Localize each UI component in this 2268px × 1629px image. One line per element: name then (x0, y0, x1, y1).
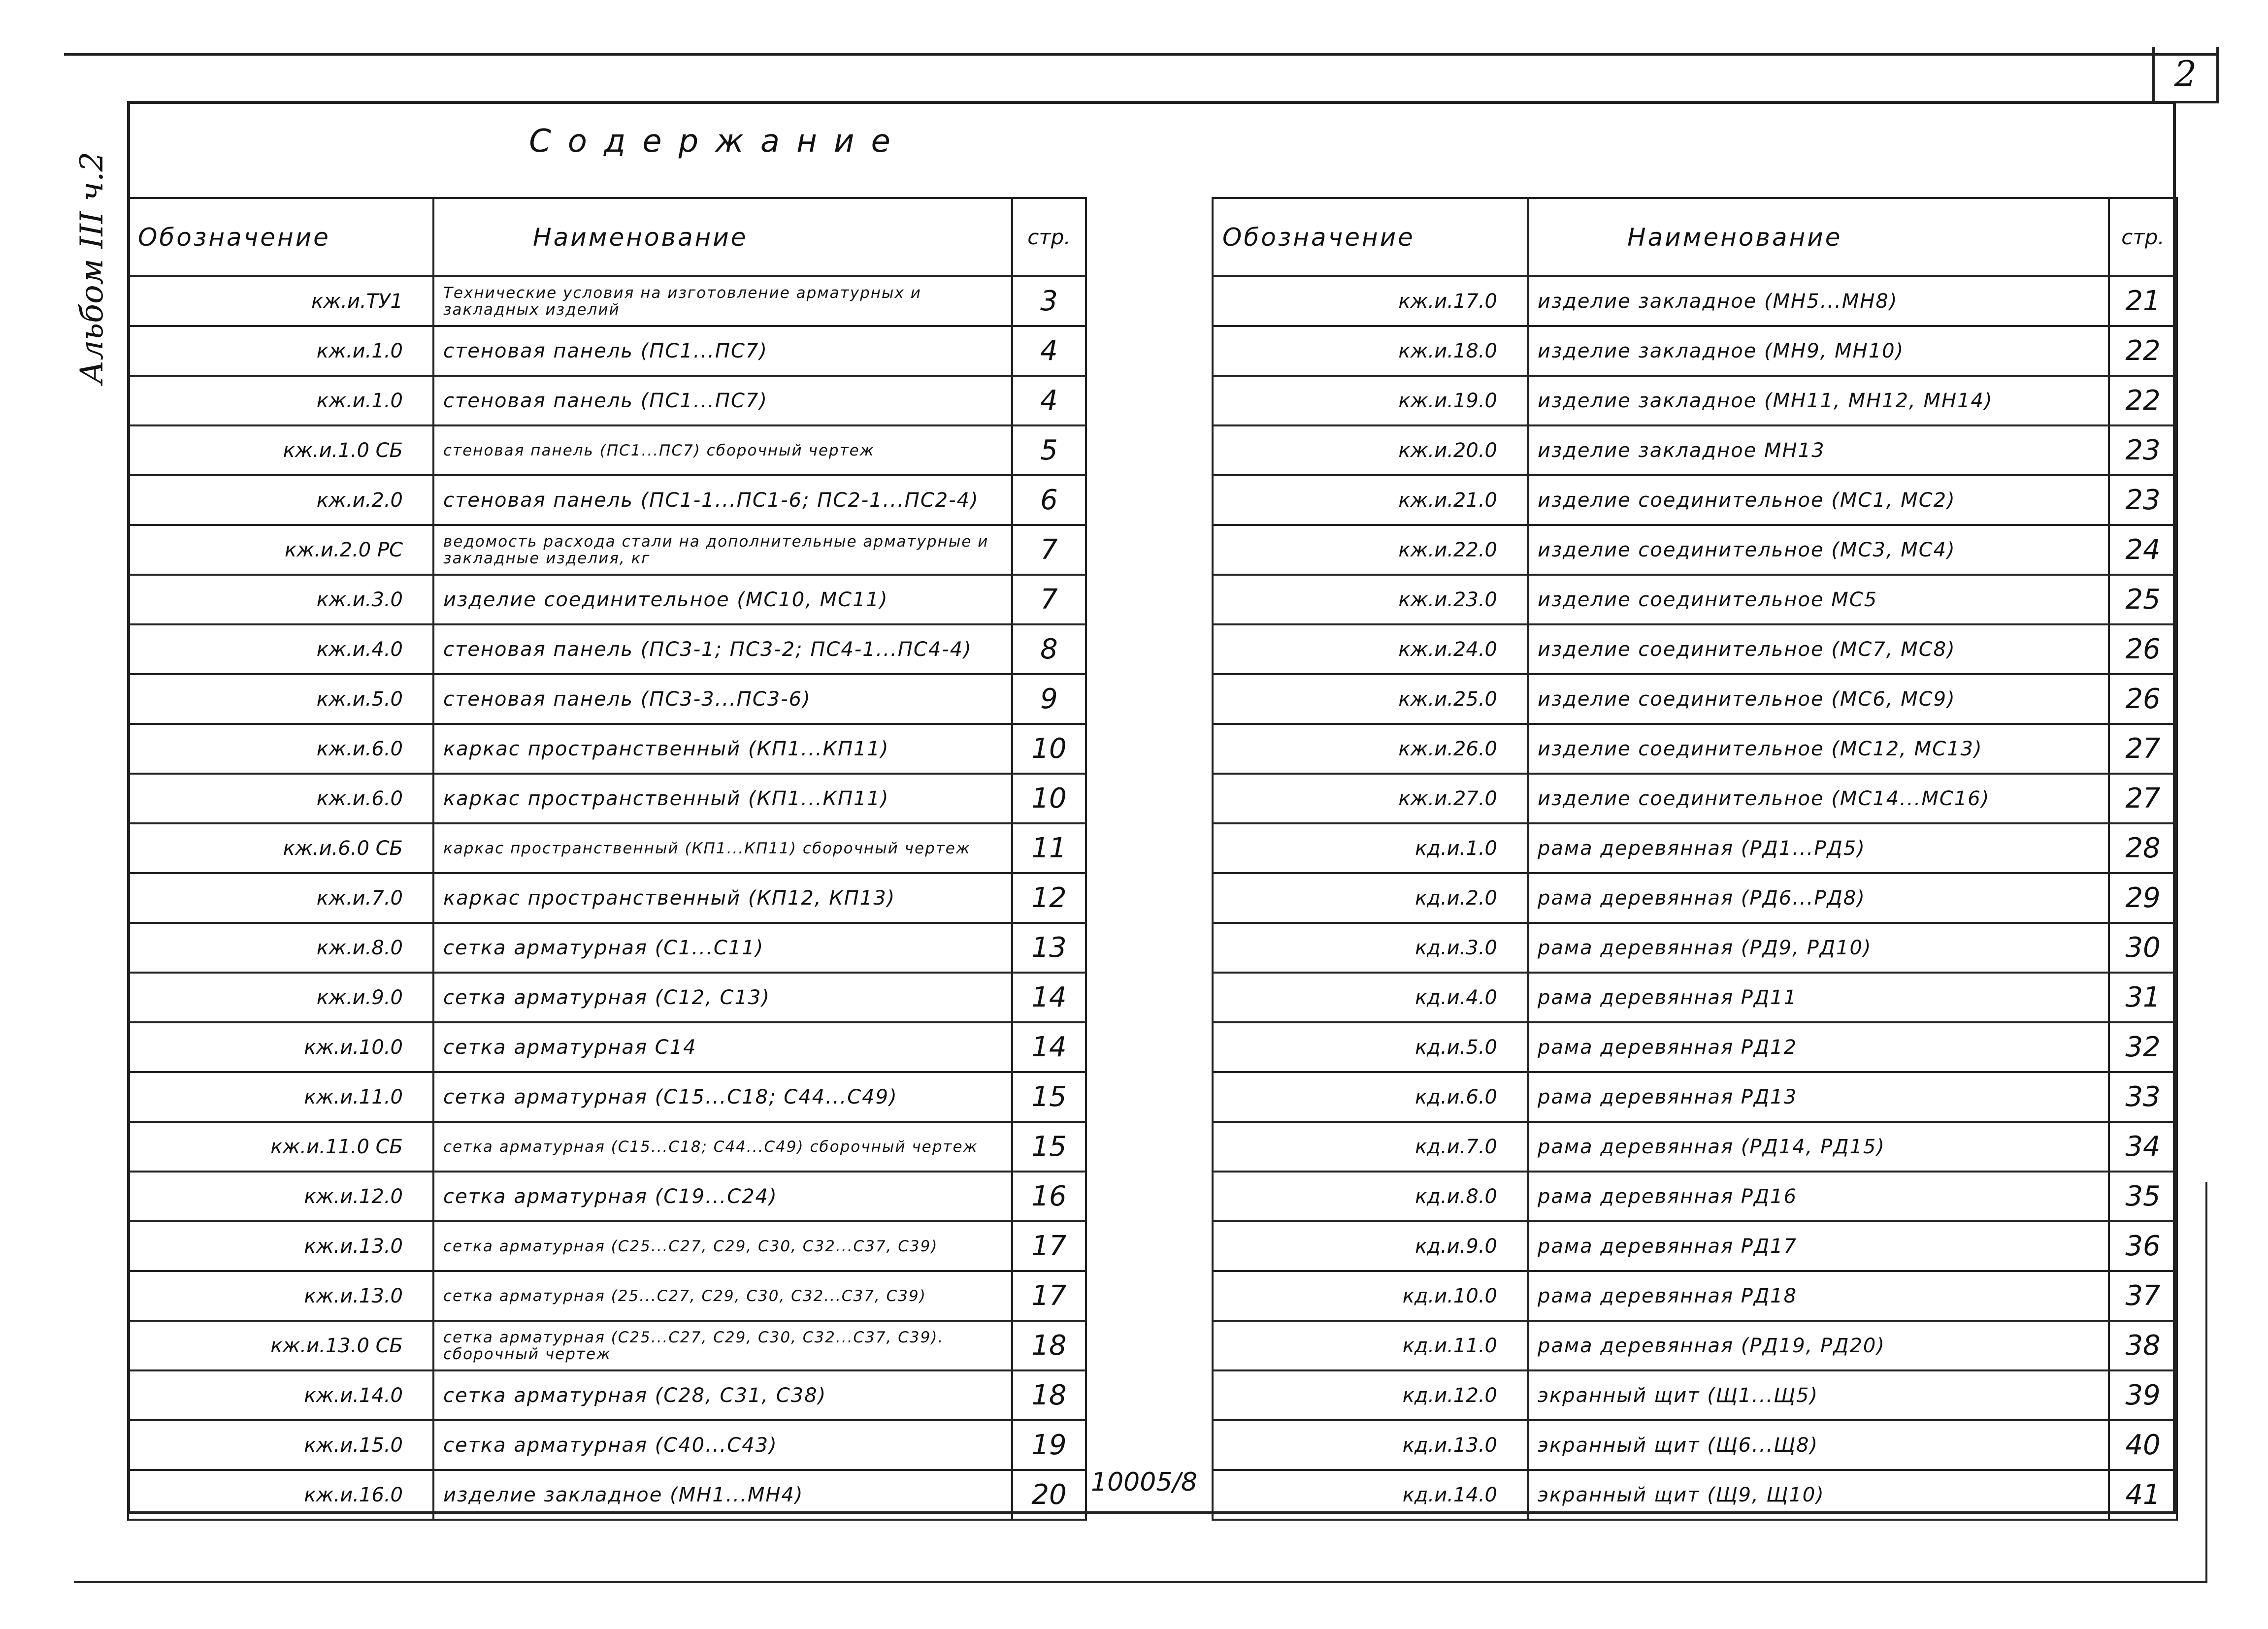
item-code: кж.и.13.0 (128, 1271, 433, 1321)
item-code: кж.и.24.0 (1213, 624, 1528, 674)
table-row (1213, 1370, 2177, 1420)
item-name: изделие соединительное (МС3, МС4) (1528, 525, 2109, 575)
item-page: 14 (1012, 1022, 1086, 1072)
item-name: стеновая панель (ПС3-1; ПС3-2; ПС4-1...ПС4-4) (433, 624, 1012, 674)
item-name: стеновая панель (ПС1...ПС7) (433, 376, 1012, 425)
item-name: сетка арматурная (С1...С11) (433, 923, 1012, 973)
item-page: 12 (1012, 873, 1086, 923)
page-title: Содержание (529, 123, 907, 160)
item-page: 17 (1012, 1271, 1086, 1321)
table-row (128, 923, 1086, 973)
item-code: кж.и.17.0 (1213, 276, 1528, 326)
table-row (128, 1172, 1086, 1221)
item-page: 24 (2109, 525, 2177, 575)
item-code: кж.и.15.0 (128, 1420, 433, 1470)
item-name: изделие закладное (МН5...МН8) (1528, 276, 2109, 326)
item-name: рама деревянная (РД19, РД20) (1528, 1321, 2109, 1370)
table-row (1213, 1122, 2177, 1172)
item-code: кж.и.11.0 (128, 1072, 433, 1122)
item-name: рама деревянная (РД6...РД8) (1528, 873, 2109, 923)
table-row (1213, 724, 2177, 774)
item-page: 28 (2109, 823, 2177, 873)
table-row (128, 674, 1086, 724)
table-row (128, 376, 1086, 425)
table-row (128, 873, 1086, 923)
item-code: кж.и.25.0 (1213, 674, 1528, 724)
table-row (1213, 525, 2177, 575)
item-name: сетка арматурная (С40...С43) (433, 1420, 1012, 1470)
item-code: кд.и.8.0 (1213, 1172, 1528, 1221)
item-name: стеновая панель (ПС1...ПС7) (433, 326, 1012, 376)
column-header-code: Обозначение (128, 198, 433, 276)
item-code: кж.и.5.0 (128, 674, 433, 724)
item-name: рама деревянная (РД14, РД15) (1528, 1122, 2109, 1172)
column-header-page: стр. (1012, 198, 1086, 276)
item-code: кд.и.7.0 (1213, 1122, 1528, 1172)
item-code: кж.и.13.0 (128, 1221, 433, 1271)
item-code: кд.и.3.0 (1213, 923, 1528, 973)
top-border-line (64, 53, 2216, 56)
table-row (1213, 425, 2177, 475)
table-row (128, 276, 1086, 326)
item-name: изделие закладное (МН1...МН4) (433, 1470, 1012, 1520)
item-page: 26 (2109, 624, 2177, 674)
item-page: 23 (2109, 425, 2177, 475)
table-row (1213, 475, 2177, 525)
item-page: 11 (1012, 823, 1086, 873)
item-code: кж.и.18.0 (1213, 326, 1528, 376)
item-code: кж.и.7.0 (128, 873, 433, 923)
table-row (1213, 1022, 2177, 1072)
item-page: 13 (1012, 923, 1086, 973)
table-row (128, 1122, 1086, 1172)
item-name: рама деревянная (РД9, РД10) (1528, 923, 2109, 973)
item-name: изделие закладное (МН11, МН12, МН14) (1528, 376, 2109, 425)
table-row (128, 1271, 1086, 1321)
item-code: кж.и.12.0 (128, 1172, 433, 1221)
item-page: 29 (2109, 873, 2177, 923)
item-page: 38 (2109, 1321, 2177, 1370)
table-row (1213, 674, 2177, 724)
table-row (1213, 774, 2177, 823)
item-code: кд.и.10.0 (1213, 1271, 1528, 1321)
item-code: кж.и.13.0 СБ (128, 1321, 433, 1370)
item-code: кд.и.13.0 (1213, 1420, 1528, 1470)
item-code: кж.и.10.0 (128, 1022, 433, 1072)
item-page: 17 (1012, 1221, 1086, 1271)
item-name: изделие соединительное (МС7, МС8) (1528, 624, 2109, 674)
column-header-name: Наименование (1528, 198, 2109, 276)
item-code: кж.и.4.0 (128, 624, 433, 674)
table-row (1213, 575, 2177, 624)
item-code: кж.и.16.0 (128, 1470, 433, 1520)
item-code: кж.и.2.0 РС (128, 525, 433, 575)
table-row (128, 1420, 1086, 1470)
table-row (128, 1221, 1086, 1271)
item-name: рама деревянная РД18 (1528, 1271, 2109, 1321)
item-page: 27 (2109, 774, 2177, 823)
table-row (128, 973, 1086, 1022)
item-page: 33 (2109, 1072, 2177, 1122)
item-name: стеновая панель (ПС3-3...ПС3-6) (433, 674, 1012, 724)
item-page: 32 (2109, 1022, 2177, 1072)
item-name: каркас пространственный (КП1...КП11) (433, 724, 1012, 774)
item-code: кж.и.19.0 (1213, 376, 1528, 425)
column-header-code: Обозначение (1213, 198, 1528, 276)
item-name: изделие соединительное (МС10, МС11) (433, 575, 1012, 624)
item-name: стеновая панель (ПС1...ПС7) сборочный чертеж (433, 425, 1012, 475)
document-code: 10005/8 (1091, 1467, 1198, 1497)
table-row (1213, 1221, 2177, 1271)
item-name: сетка арматурная (25...С27, С29, С30, С32...С37, С39) (433, 1271, 1012, 1321)
item-name: сетка арматурная (С25...С27, С29, С30, С32...С37, С39) (433, 1221, 1012, 1271)
item-page: 18 (1012, 1321, 1086, 1370)
table-row (1213, 376, 2177, 425)
item-name: рама деревянная (РД1...РД5) (1528, 823, 2109, 873)
table-row (1213, 1420, 2177, 1470)
item-page: 14 (1012, 973, 1086, 1022)
item-name: изделие соединительное (МС1, МС2) (1528, 475, 2109, 525)
item-page: 21 (2109, 276, 2177, 326)
item-name: экранный щит (Щ1...Щ5) (1528, 1370, 2109, 1420)
item-page: 39 (2109, 1370, 2177, 1420)
table-row (1213, 1470, 2177, 1520)
item-name: сетка арматурная (С15...С18; С44...С49) сборочный чертеж (433, 1122, 1012, 1172)
table-row (128, 1470, 1086, 1520)
item-name: стеновая панель (ПС1-1...ПС1-6; ПС2-1...ПС2-4) (433, 475, 1012, 525)
item-code: кж.и.ТУ1 (128, 276, 433, 326)
item-code: кж.и.26.0 (1213, 724, 1528, 774)
item-code: кж.и.9.0 (128, 973, 433, 1022)
item-name: изделие соединительное (МС12, МС13) (1528, 724, 2109, 774)
table-row (128, 525, 1086, 575)
table-row (128, 575, 1086, 624)
contents-table-left (127, 197, 1087, 1521)
item-name: сетка арматурная (С12, С13) (433, 973, 1012, 1022)
item-name: экранный щит (Щ6...Щ8) (1528, 1420, 2109, 1470)
item-code: кд.и.6.0 (1213, 1072, 1528, 1122)
item-code: кд.и.14.0 (1213, 1470, 1528, 1520)
table-row (1213, 1271, 2177, 1321)
table-row (1213, 326, 2177, 376)
item-page: 8 (1012, 624, 1086, 674)
right-border-line (2205, 1182, 2207, 1583)
item-page: 30 (2109, 923, 2177, 973)
item-page: 15 (1012, 1122, 1086, 1172)
item-code: кж.и.27.0 (1213, 774, 1528, 823)
item-page: 10 (1012, 774, 1086, 823)
table-row (128, 326, 1086, 376)
item-name: Технические условия на изготовление арматурных и закладных изделий (433, 276, 1012, 326)
item-name: сетка арматурная С14 (433, 1022, 1012, 1072)
table-row (1213, 276, 2177, 326)
item-code: кд.и.2.0 (1213, 873, 1528, 923)
contents-rows-right (1213, 276, 2177, 1520)
item-page: 23 (2109, 475, 2177, 525)
item-page: 36 (2109, 1221, 2177, 1271)
item-name: рама деревянная РД17 (1528, 1221, 2109, 1271)
item-code: кж.и.22.0 (1213, 525, 1528, 575)
table-row (128, 1022, 1086, 1072)
item-page: 19 (1012, 1420, 1086, 1470)
item-code: кж.и.6.0 (128, 774, 433, 823)
item-name: изделие соединительное (МС14...МС16) (1528, 774, 2109, 823)
item-name: изделие соединительное МС5 (1528, 575, 2109, 624)
item-code: кд.и.9.0 (1213, 1221, 1528, 1271)
item-page: 26 (2109, 674, 2177, 724)
contents-table-right (1212, 197, 2178, 1521)
table-row (128, 425, 1086, 475)
item-page: 27 (2109, 724, 2177, 774)
item-code: кж.и.6.0 (128, 724, 433, 774)
item-page: 31 (2109, 973, 2177, 1022)
table-row (1213, 973, 2177, 1022)
column-header-page: стр. (2109, 198, 2177, 276)
item-code: кд.и.11.0 (1213, 1321, 1528, 1370)
item-name: изделие соединительное (МС6, МС9) (1528, 674, 2109, 724)
item-code: кж.и.8.0 (128, 923, 433, 973)
item-code: кж.и.21.0 (1213, 475, 1528, 525)
item-name: сетка арматурная (С19...С24) (433, 1172, 1012, 1221)
item-name: изделие закладное МН13 (1528, 425, 2109, 475)
table-row (1213, 823, 2177, 873)
item-code: кж.и.2.0 (128, 475, 433, 525)
item-page: 41 (2109, 1470, 2177, 1520)
item-name: сетка арматурная (С25...С27, С29, С30, С32...С37, С39). сборочный чертеж (433, 1321, 1012, 1370)
table-row (128, 1370, 1086, 1420)
item-code: кж.и.14.0 (128, 1370, 433, 1420)
item-page: 9 (1012, 674, 1086, 724)
item-name: рама деревянная РД11 (1528, 973, 2109, 1022)
item-code: кж.и.11.0 СБ (128, 1122, 433, 1172)
item-code: кж.и.3.0 (128, 575, 433, 624)
item-page: 5 (1012, 425, 1086, 475)
item-name: ведомость расхода стали на дополнительные арматурные и закладные изделия, кг (433, 525, 1012, 575)
table-row (1213, 1172, 2177, 1221)
item-page: 22 (2109, 326, 2177, 376)
table-row (1213, 923, 2177, 973)
item-name: рама деревянная РД13 (1528, 1072, 2109, 1122)
bottom-border-line (74, 1581, 2206, 1583)
item-code: кж.и.1.0 (128, 376, 433, 425)
item-page: 34 (2109, 1122, 2177, 1172)
item-name: сетка арматурная (С28, С31, С38) (433, 1370, 1012, 1420)
item-code: кж.и.20.0 (1213, 425, 1528, 475)
table-row (1213, 1321, 2177, 1370)
item-code: кж.и.1.0 СБ (128, 425, 433, 475)
table-row (128, 774, 1086, 823)
item-name: изделие закладное (МН9, МН10) (1528, 326, 2109, 376)
item-code: кж.и.1.0 (128, 326, 433, 376)
table-row (128, 624, 1086, 674)
item-name: каркас пространственный (КП12, КП13) (433, 873, 1012, 923)
item-page: 7 (1012, 525, 1086, 575)
item-page: 10 (1012, 724, 1086, 774)
item-page: 6 (1012, 475, 1086, 525)
table-row (128, 724, 1086, 774)
table-row (128, 1321, 1086, 1370)
item-page: 40 (2109, 1420, 2177, 1470)
table-row (128, 475, 1086, 525)
item-code: кж.и.6.0 СБ (128, 823, 433, 873)
item-code: кд.и.1.0 (1213, 823, 1528, 873)
item-page: 7 (1012, 575, 1086, 624)
table-row (128, 1072, 1086, 1122)
item-page: 15 (1012, 1072, 1086, 1122)
item-page: 18 (1012, 1370, 1086, 1420)
table-row (1213, 1072, 2177, 1122)
item-code: кд.и.12.0 (1213, 1370, 1528, 1420)
item-page: 4 (1012, 326, 1086, 376)
column-header-name: Наименование (433, 198, 1012, 276)
item-name: каркас пространственный (КП1...КП11) сборочный чертеж (433, 823, 1012, 873)
album-label: Альбом III ч.2 (74, 151, 110, 384)
item-code: кд.и.4.0 (1213, 973, 1528, 1022)
item-name: рама деревянная РД16 (1528, 1172, 2109, 1221)
table-row (128, 823, 1086, 873)
item-name: сетка арматурная (С15...С18; С44...С49) (433, 1072, 1012, 1122)
item-page: 4 (1012, 376, 1086, 425)
item-code: кд.и.5.0 (1213, 1022, 1528, 1072)
item-page: 20 (1012, 1470, 1086, 1520)
item-name: каркас пространственный (КП1...КП11) (433, 774, 1012, 823)
contents-rows-left (128, 276, 1086, 1520)
table-row (1213, 873, 2177, 923)
item-page: 3 (1012, 276, 1086, 326)
sheet-number: 2 (2152, 47, 2219, 103)
item-page: 22 (2109, 376, 2177, 425)
item-page: 35 (2109, 1172, 2177, 1221)
item-page: 25 (2109, 575, 2177, 624)
item-page: 37 (2109, 1271, 2177, 1321)
item-page: 16 (1012, 1172, 1086, 1221)
item-name: экранный щит (Щ9, Щ10) (1528, 1470, 2109, 1520)
item-name: рама деревянная РД12 (1528, 1022, 2109, 1072)
table-row (1213, 624, 2177, 674)
item-code: кж.и.23.0 (1213, 575, 1528, 624)
